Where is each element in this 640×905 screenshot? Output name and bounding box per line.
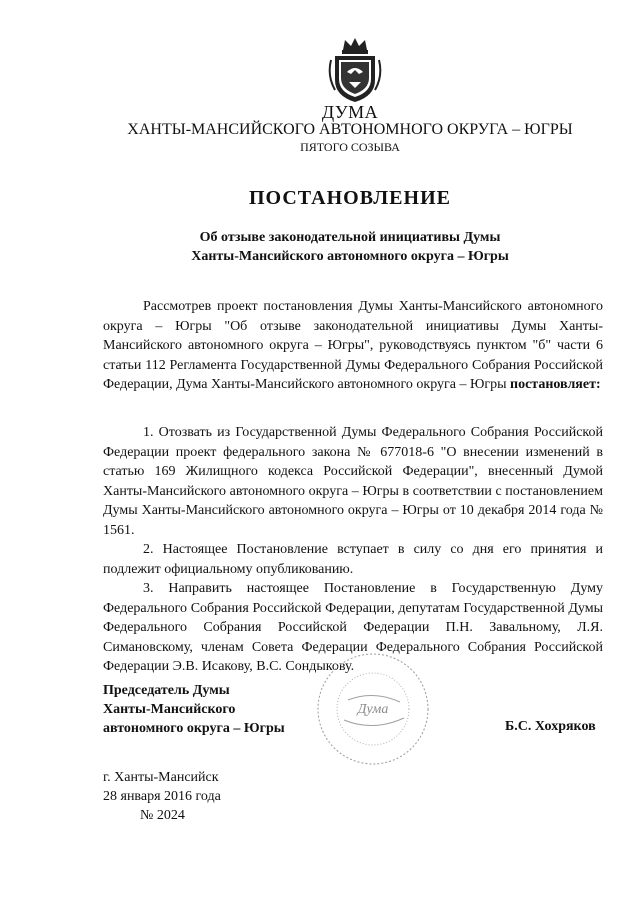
org-region: ХАНТЫ-МАНСИЙСКОГО АВТОНОМНОГО ОКРУГА – ЮГРЫ (127, 121, 573, 138)
signatory-title (103, 681, 285, 738)
resolution-item-2: 2. Настоящее Постановление вступает в силу со дня его принятия и подлежит официальному опубликованию. (103, 542, 603, 577)
signatory-title-line-1: Председатель Думы (103, 683, 230, 698)
signatory-name: Б.С. Хохряков (505, 719, 596, 734)
document-type-title: ПОСТАНОВЛЕНИЕ (249, 187, 451, 209)
org-name: ДУМА (321, 102, 379, 122)
place-of-adoption: г. Ханты-Мансийск (103, 770, 219, 785)
signatory-title-line-2: Ханты-Мансийского (103, 702, 236, 717)
resolves-keyword: постановляет: (510, 377, 601, 392)
org-convocation: ПЯТОГО СОЗЫВА (300, 140, 400, 154)
adoption-date: 28 января 2016 года (103, 789, 221, 804)
resolution-item-3: 3. Направить настоящее Постановление в Государственную Думу Федерального Собрания Российской Федерации, депутатам Государственной Думы Федерального Собрания Российской Федерации П.Н. Завальному, Л.Я. Симановскому, членам Совета Федерации Федерального Собрания Российской Федерации Э.В. Исакову, В.С. Сондыкову. (103, 581, 603, 674)
preamble-text: Рассмотрев проект постановления Думы Ханты-Мансийского автономного округа – Югры "Об отзыве законодательной инициативы Думы Ханты-Мансийского автономного округа – Югры", руководствуясь пунктом "б" части 6 статьи 112 Регламента Государственной Думы Федерального Собрания Российской Федерации, Дума Ханты-Мансийского автономного округа – Югры (103, 299, 603, 392)
signatory-title-line-3: автономного округа – Югры (103, 721, 285, 736)
official-stamp (314, 650, 432, 768)
resolution-item-1: 1. Отозвать из Государственной Думы Федерального Собрания Российской Федерации проект федерального закона № 677018-6 "О внесении изменений в статью 169 Жилищного кодекса Российской Федерации", внесенный Думой Ханты-Мансийского автономного округа – Югры в соответствии с постановлением Думы Ханты-Мансийского автономного округа – Югры от 10 декабря 2014 года № 1561. (103, 425, 603, 538)
resolution-items (103, 423, 603, 677)
document-number: № 2024 (140, 808, 185, 823)
document-subject-line-1: Об отзыве законодательной инициативы Думы (199, 230, 501, 245)
coat-of-arms-icon (327, 36, 383, 104)
document-subject-line-2: Ханты-Мансийского автономного округа – Югры (191, 249, 509, 264)
document-footer (103, 768, 221, 825)
preamble-block (103, 297, 603, 395)
stamp-text: Дума (357, 702, 389, 717)
